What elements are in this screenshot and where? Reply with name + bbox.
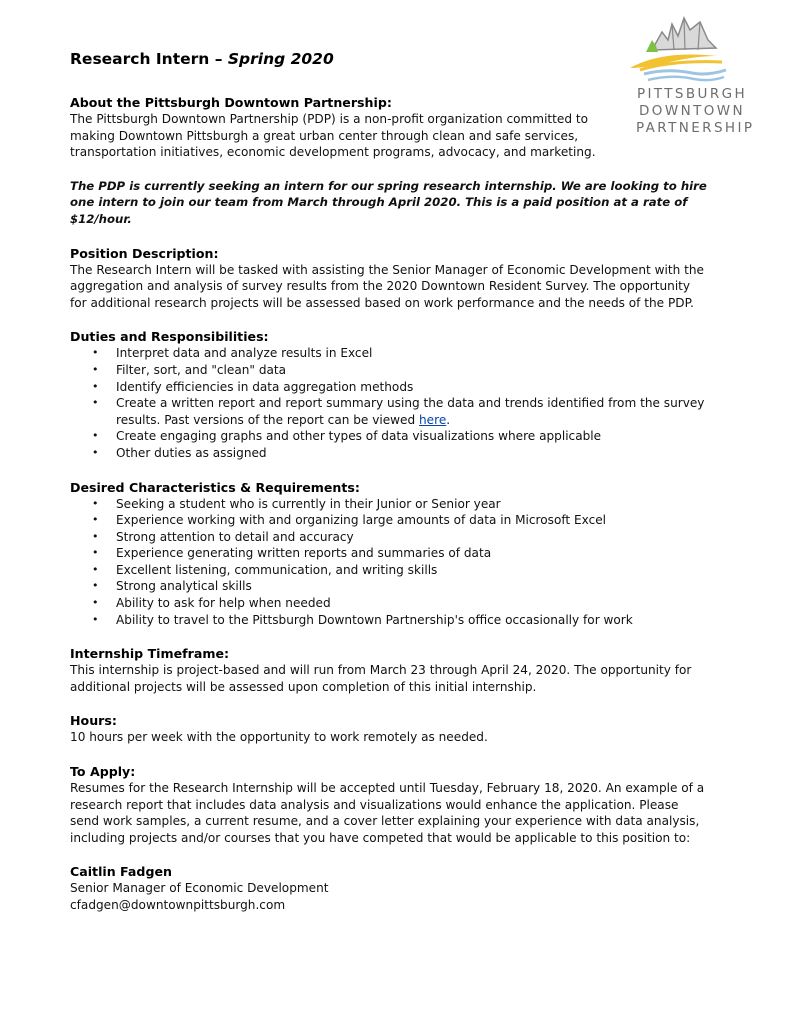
past-reports-link[interactable]: here <box>419 412 447 427</box>
requirements-heading: Desired Characteristics & Requirements: <box>70 479 360 495</box>
position-heading: Position Description: <box>70 245 219 261</box>
list-item <box>70 395 710 428</box>
intro-text: The PDP is currently seeking an intern for our spring research internship. We are looking to hire one intern to join our team from March through April 2020. This is a paid position at a rate of $12/hour. <box>70 178 707 226</box>
title-main: Research Intern – <box>70 50 228 68</box>
apply-heading: To Apply: <box>70 764 136 780</box>
list-item: • Create engaging graphs and other types of data visualizations where applicable <box>70 428 710 445</box>
hours-heading: Hours: <box>70 713 117 729</box>
list-item: • Identify efficiencies in data aggregation methods <box>70 379 710 396</box>
requirements-list <box>70 496 710 629</box>
list-item: • Other duties as assigned <box>70 445 710 462</box>
logo-line-1: PITTSBURGH <box>636 86 748 102</box>
list-item: • Experience generating written reports and summaries of data <box>70 545 710 562</box>
contact-email[interactable]: cfadgen@downtownpittsburgh.com <box>70 898 286 912</box>
list-item: • Strong analytical skills <box>70 578 710 595</box>
duties-list <box>70 345 710 461</box>
about-text: The Pittsburgh Downtown Partnership (PDP) is a non-profit organization committed to making Downtown Pittsburgh a great urban center through clean and safe services, transportation initiatives, economic development programs, advocacy, and marketing. <box>70 112 596 160</box>
list-item: • Filter, sort, and "clean" data <box>70 362 710 379</box>
timeframe-heading: Internship Timeframe: <box>70 646 230 662</box>
list-item: • Excellent listening, communication, and writing skills <box>70 562 710 579</box>
title-season: Spring 2020 <box>227 50 334 68</box>
about-heading: About the Pittsburgh Downtown Partnership: <box>70 95 392 110</box>
duty-report-text: Create a written report and report summary using the data and trends identified from the survey results. Past versions of the report can be viewed <box>116 396 705 427</box>
list-item: • Ability to ask for help when needed <box>70 595 710 612</box>
list-item: • Seeking a student who is currently in their Junior or Senior year <box>70 496 710 513</box>
duties-heading: Duties and Responsibilities: <box>70 329 269 345</box>
page-title <box>70 50 334 68</box>
position-text: The Research Intern will be tasked with assisting the Senior Manager of Economic Development with the aggregation and analysis of survey results from the 2020 Downtown Resident Survey. The opportunity for additional research projects will be assessed based on work performance and the needs of the PDP. <box>70 262 704 310</box>
list-item: • Strong attention to detail and accuracy <box>70 529 710 546</box>
timeframe-text: This internship is project-based and will run from March 23 through April 24, 2020. The opportunity for additional projects will be assessed upon completion of this initial internship. <box>70 663 692 694</box>
hours-text: 10 hours per week with the opportunity to work remotely as needed. <box>70 730 488 745</box>
list-item: • Interpret data and analyze results in Excel <box>70 345 710 362</box>
contact-name: Caitlin Fadgen <box>70 864 172 880</box>
link-suffix: . <box>446 412 451 427</box>
contact-title: Senior Manager of Economic Development <box>70 881 329 896</box>
apply-text: Resumes for the Research Internship will be accepted until Tuesday, February 18, 2020. An example of a research report that includes data analysis and visualizations would enhance the application. Please send work samples, a current resume, and a cover letter explaining your experience with data analysis, including projects and/or courses that you have competed that would be applicable to this position to: <box>70 781 705 845</box>
document-body <box>70 94 710 914</box>
logo-line-3: PARTNERSHIP <box>636 120 755 136</box>
list-item: • Ability to travel to the Pittsburgh Downtown Partnership's office occasionally for work <box>70 612 710 629</box>
list-item: • Experience working with and organizing large amounts of data in Microsoft Excel <box>70 512 710 529</box>
logo-line-2: DOWNTOWN <box>639 103 745 119</box>
